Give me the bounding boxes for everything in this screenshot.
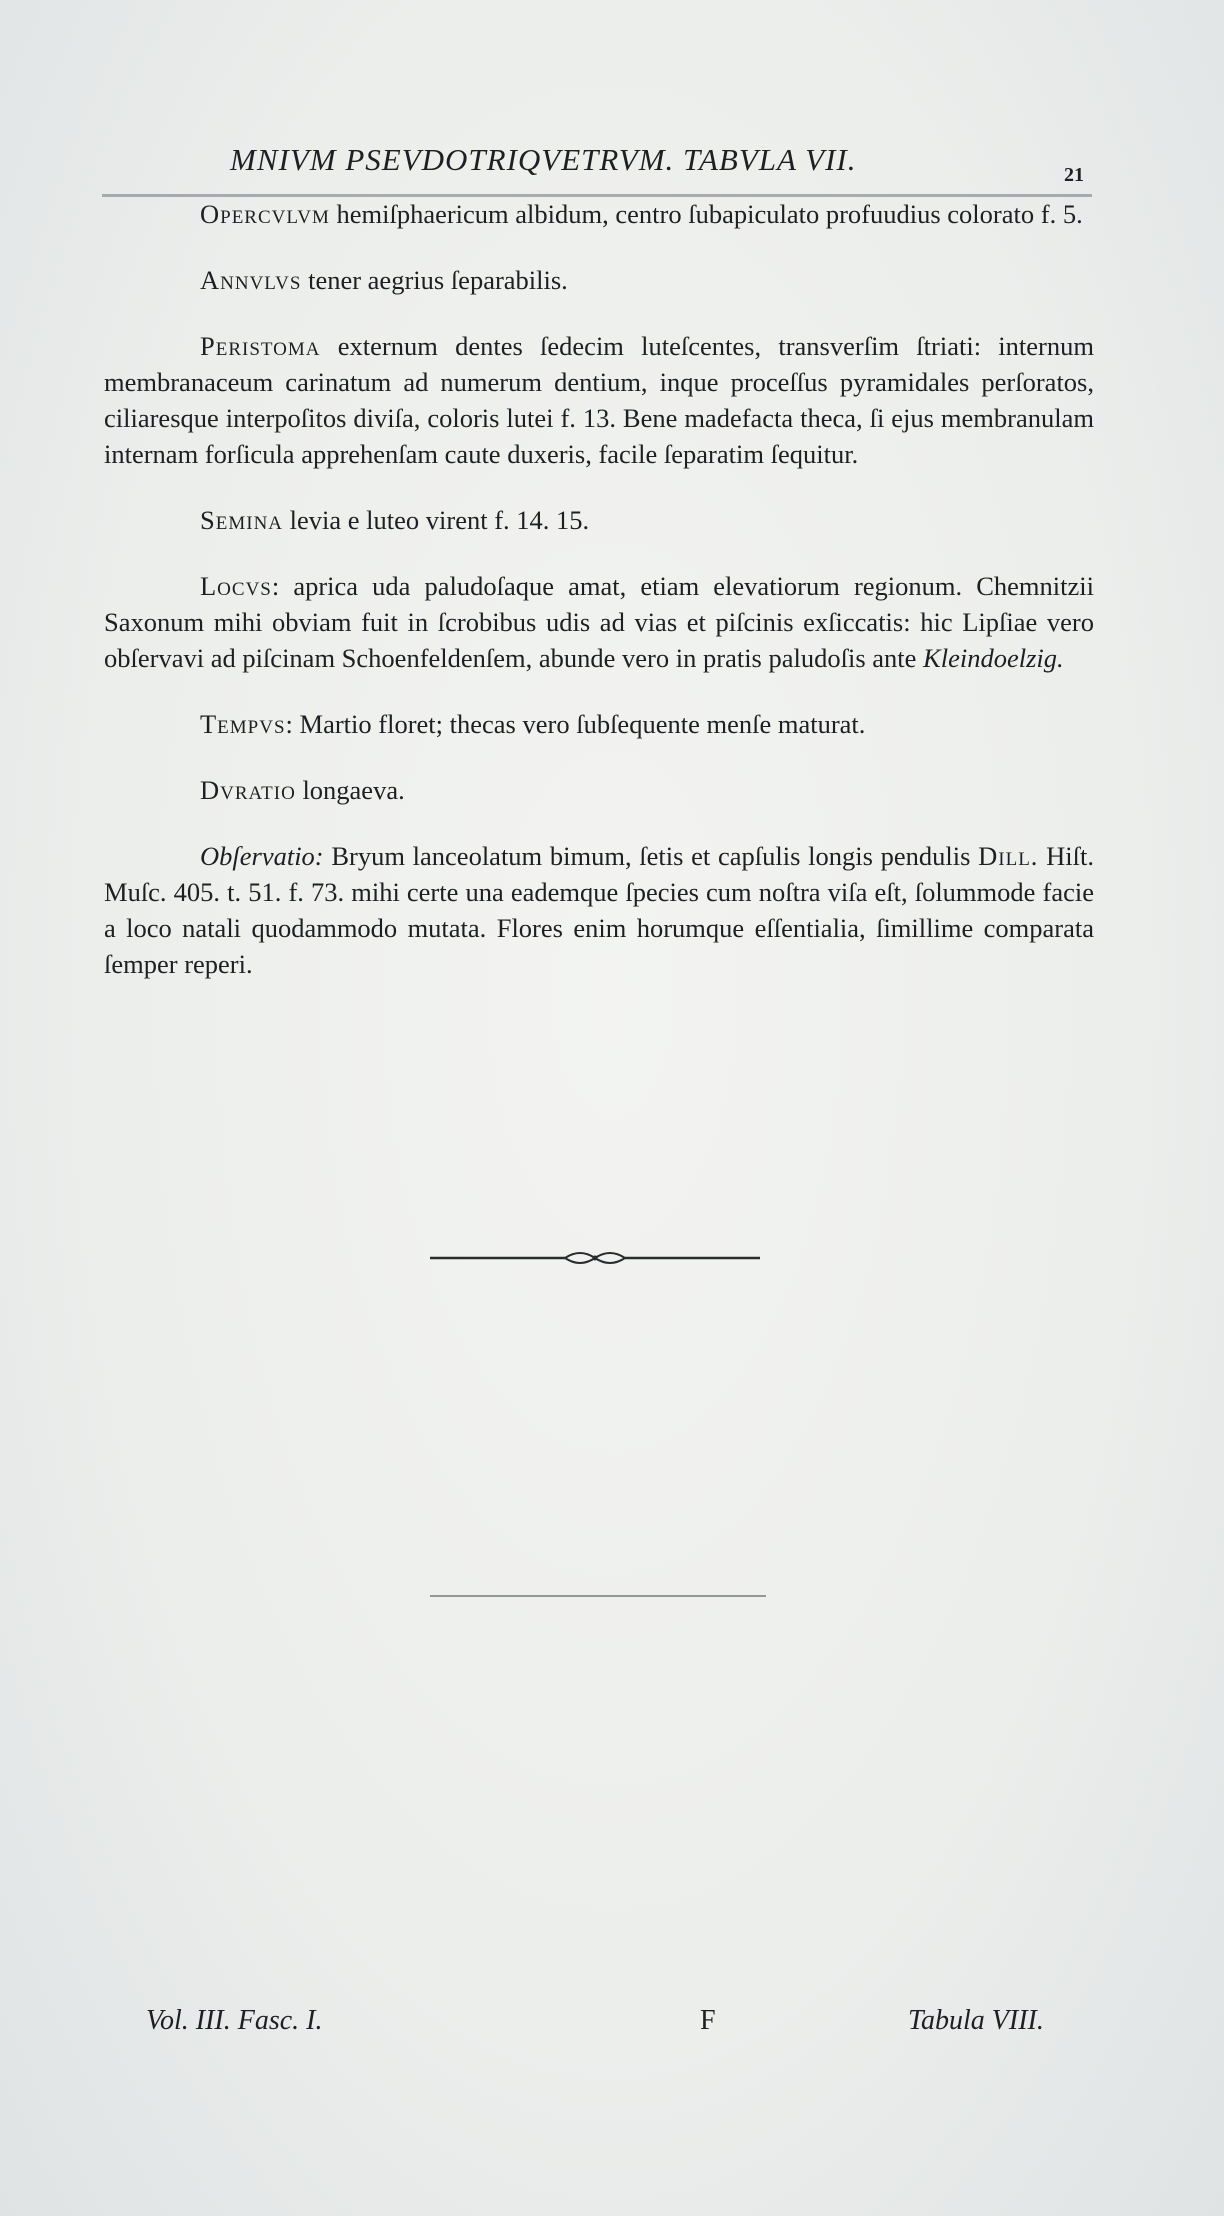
place-name: Kleindoelzig. — [923, 643, 1064, 673]
catchword: Tabula VIII. — [908, 2005, 1044, 2036]
paragraph-annulus — [104, 262, 1094, 298]
running-title: MNIVM PSEVDOTRIQVETRVM. TABVLA VII. — [230, 142, 857, 177]
closing-rule — [430, 1595, 766, 1597]
paragraph-text: tener aegrius ſeparabilis. — [301, 265, 568, 295]
paragraph-text: : aprica uda paludoſaque amat, etiam elevatiorum regionum. Chemnitzii Saxonum mihi obviam fuit in ſcrobibus udis ad vias et piſcinis exſiccatis: hic Lipſiae vero obſervavi ad piſcinam Schoenfeldenſem, abunde vero in pratis paludoſis ante — [104, 571, 1094, 673]
page-footer — [0, 2005, 1224, 2045]
paragraph-text: externum dentes ſedecim luteſcentes, transverſim ſtriati: internum membranaceum carinatum ad numerum dentium, inque proceſſus pyramidales perſoratos, ciliaresque interpoſitos diviſa, coloris lutei f. 13. Bene madefacta theca, ſi ejus membranulam internam forſicula apprehenſam caute duxeris, facile ſeparatim ſequitur. — [104, 331, 1094, 469]
paragraph-text: longaeva. — [295, 775, 405, 805]
signature-volume: Vol. III. Fasc. I. — [146, 2005, 323, 2036]
main-text — [104, 196, 1094, 1012]
paragraph-observatio — [104, 838, 1094, 982]
paragraph-text: Bryum lanceolatum bimum, ſetis et capſulis longis pendulis — [323, 841, 979, 871]
author-abbreviation: Dill. — [978, 841, 1039, 871]
paragraph-semina — [104, 502, 1094, 538]
paragraph-lead: Peristoma — [200, 331, 321, 361]
paragraph-lead: Tempvs — [200, 709, 286, 739]
paragraph-lead: Opercvlvm — [200, 199, 330, 229]
paragraph-text: hemiſphaericum albidum, centro ſubapiculato profuudius colorato f. 5. — [329, 199, 1083, 229]
page-number: 21 — [1064, 164, 1084, 186]
paragraph-duratio — [104, 772, 1094, 808]
paragraph-locus — [104, 568, 1094, 676]
paragraph-lead: Semina — [200, 505, 284, 535]
paragraph-lead: Dvratio — [200, 775, 296, 805]
paragraph-tempus — [104, 706, 1094, 742]
page-header — [0, 142, 1224, 186]
paragraph-operculum — [104, 196, 1094, 232]
paragraph-peristoma — [104, 328, 1094, 472]
paragraph-text: Hiſt. Muſc. 405. t. 51. f. 73. mihi certe una eademque ſpecies cum noſtra viſa eſt, ſolummode facie a loco natali quodammodo mutata. Flores enim horumque eſſentialia, ſimillime comparata ſemper reperi. — [104, 841, 1094, 979]
ornament-divider-icon — [430, 1248, 760, 1268]
paragraph-lead: Locvs — [200, 571, 272, 601]
paragraph-text: : Martio floret; thecas vero ſubſequente menſe maturat. — [285, 709, 866, 739]
paragraph-lead: Obſervatio: — [200, 841, 324, 871]
paragraph-lead: Annvlvs — [200, 265, 302, 295]
signature-mark: F — [700, 2005, 716, 2036]
paragraph-text: levia e luteo virent f. 14. 15. — [283, 505, 590, 535]
